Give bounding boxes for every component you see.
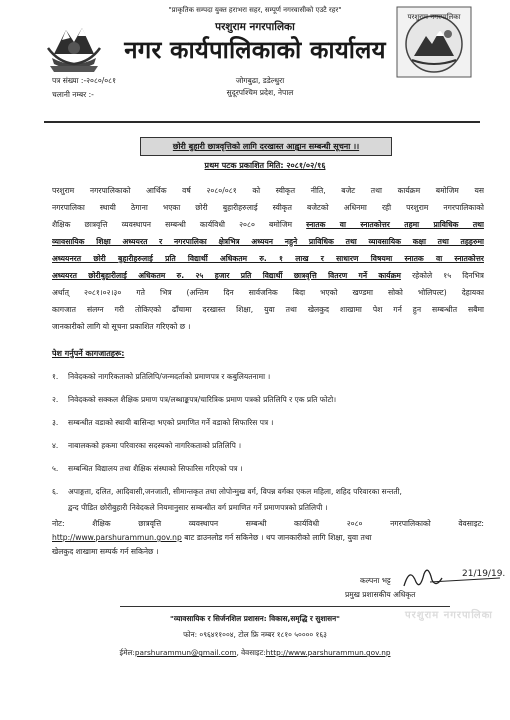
- note-line: खेलकुद शाखामा सम्पर्क गर्न सकिनेछ ।: [52, 547, 159, 556]
- notice-subject: छोरी बुहारी छात्रवृत्तिको लागि दरखास्त आह्वान सम्बन्धी सूचना ।।: [140, 137, 392, 156]
- footer-divider: [120, 606, 450, 607]
- documents-heading: पेश गर्नुपर्ने कागजातहरू:: [52, 349, 125, 358]
- document-item-continuation: द्वन्द पीडित छोरीबुहारी निवेदकले नियमानुसार सम्बन्धीत वर्ग प्रमाणित गर्ने प्रमाणपत्रको प्रतिलिपी ।: [68, 503, 328, 512]
- document-item: ४. नाबालकको हकमा परिवारका सदस्यको नागरिकताको प्रतिलिपि ।: [52, 441, 242, 450]
- paragraph-line: परशुराम नगरपालिकाको आर्थिक वर्ष २०८०/०८१ को स्वीकृत नीति, बजेट तथा कार्यक्रम बमोजिम यस: [52, 186, 484, 195]
- signatory-title: प्रमुख प्रशासकीय अधिकृत: [345, 590, 416, 599]
- slogan: "प्राकृतिक सम्पदा युक्त हराभरा सहर, सम्पूर्ण नगरवासीको एउटै रहर": [168, 6, 342, 14]
- document-item: ६. अपाङ्गता, दलित, आदिवासी,जनजाती, सीमान्तकृत तथा लोपोन्मुख वर्ग, विपन्न वर्गका एकल महिला, शहिद परिवारका सन्तती,: [52, 487, 402, 496]
- letter-number: पत्र संख्या :-२०८०/०८१: [52, 76, 116, 85]
- paragraph-line: अर्थात् २०८१।०२।३० गते भित्र (अन्तिम दिन सार्वजनिक बिदा भएको खण्डमा सोको भोलिपल्ट) देहायका: [52, 288, 484, 297]
- dispatch-number: चलानी नम्बर :-: [52, 90, 94, 99]
- municipality-name: परशुराम नगरपालिका: [215, 21, 295, 33]
- email-link[interactable]: parshurammun@gmail.com: [134, 648, 237, 657]
- address-line-1: जोगबुढा, डडेल्धुरा: [235, 76, 285, 85]
- website-link[interactable]: http://www.parshurammun.gov.np: [52, 533, 182, 542]
- footer-contact: ईमेल:parshurammun@gmail.com, वेवसाइट:http://www.parshurammun.gov.np: [119, 648, 391, 657]
- note-line: http://www.parshurammun.gov.np बाट डाउनलोड गर्न सकिनेछ । थप जानकारीको लागि शिक्षा, युवा तथा: [52, 533, 372, 542]
- paragraph-line: जानकारीको लागि यो सूचना प्रकाशित गरिएको छ ।: [52, 322, 191, 331]
- handwritten-signature-icon: [400, 560, 510, 596]
- paragraph-line: व्यावसायिक शिक्षा अध्ययरत र नगरपालिका क्षेत्रभित्र अध्ययन नहुने प्राविधिक तथा व्यावसायिक कक्षा तथा तहहरुमा: [52, 237, 484, 246]
- document-item: २. निवेदकको सक्कल शैक्षिक प्रमाण पत्र/लब्धाङ्कपत्र/चारित्रिक प्रमाण पत्रको प्रतिलिपि र एक प्रति फोटो।: [52, 395, 337, 404]
- footer-phone: फोन: ०९६४११००४, टोल फ्रि नम्बर १८१० ५०००० १६३: [183, 630, 327, 639]
- published-date: प्रथम पटक प्रकाशित मिति: २०८१/०२/१६: [204, 161, 326, 170]
- header-divider: [44, 121, 480, 123]
- paragraph-line: अध्ययनरत छोरी बुहारीहरुलाई प्रति विद्यार्थी अधिकतम रु. १ लाख र साधारण विषयमा स्नातक वा स्नातकोत्तर: [52, 254, 484, 263]
- paragraph-line: नगरपालिका स्थायी ठेगाना भएका छोरी बुहारीहरुलाई स्वीकृत बजेटको अधिनमा रही परशुराम नगरपालिकाको: [52, 203, 484, 212]
- faint-stamp-text: परशुराम नगरपालिका: [405, 610, 493, 621]
- document-item: ३. सम्बन्धीत वडाको स्थायी बासिन्दा भएको प्रमाणित गर्ने वडाको सिफारिस पत्र ।: [52, 418, 274, 427]
- address-line-2: सुदूरपश्चिम प्रदेश, नेपाल: [226, 88, 294, 97]
- document-item: ५. सम्बन्धित विद्यालय तथा शैक्षिक संस्थाको सिफारिस गरिएको पत्र ।: [52, 464, 243, 473]
- seal-text: परशुराम नगरपालिका: [407, 13, 461, 21]
- paragraph-line: कागजात संलग्न गरी तोकिएको ढाँचामा दरखास्त शिक्षा, युवा तथा खेलकुद शाखामा पेश गर्न हुन सम्बन्धीत सबैमा: [52, 305, 484, 314]
- signature-date: 21/19/19.: [462, 569, 506, 579]
- document-item: १. निवेदकको नागरिकताको प्रतिलिपि/जन्मदर्ताको प्रमाणपत्र र कबुलियतनामा ।: [52, 372, 271, 381]
- paragraph-line: शैक्षिक छात्रवृत्ति व्यवस्थापन सम्बन्धी कार्यविधी २०८० बमोजिम स्नातक वा स्नातकोत्तर तहमा प्राविधिक तथा: [52, 220, 484, 229]
- footer-motto: "व्यावसायिक र सिर्जनशिल प्रशासन: विकास,समृद्धि र सुशासन": [170, 614, 340, 623]
- note-line: नोट: शैक्षिक छात्रवृत्ति व्यवस्थापन सम्बन्धी कार्यविधी २०८० नगरपालिकाको वेवसाइट:: [52, 519, 484, 528]
- footer-website-link[interactable]: http://www.parshurammun.gov.np: [265, 648, 391, 657]
- office-title: नगर कार्यपालिकाको कार्यालय: [124, 36, 386, 64]
- signatory-name: कल्पना भट्ट: [360, 576, 391, 585]
- paragraph-line: अध्ययरत छोरीबुहारीलाई अधिकतम रु. २५ हजार प्रति विद्यार्थी छात्रवृत्ति वितरण गर्ने कार्यक्रम रहेकोले १५ दिनभित्र: [52, 271, 484, 280]
